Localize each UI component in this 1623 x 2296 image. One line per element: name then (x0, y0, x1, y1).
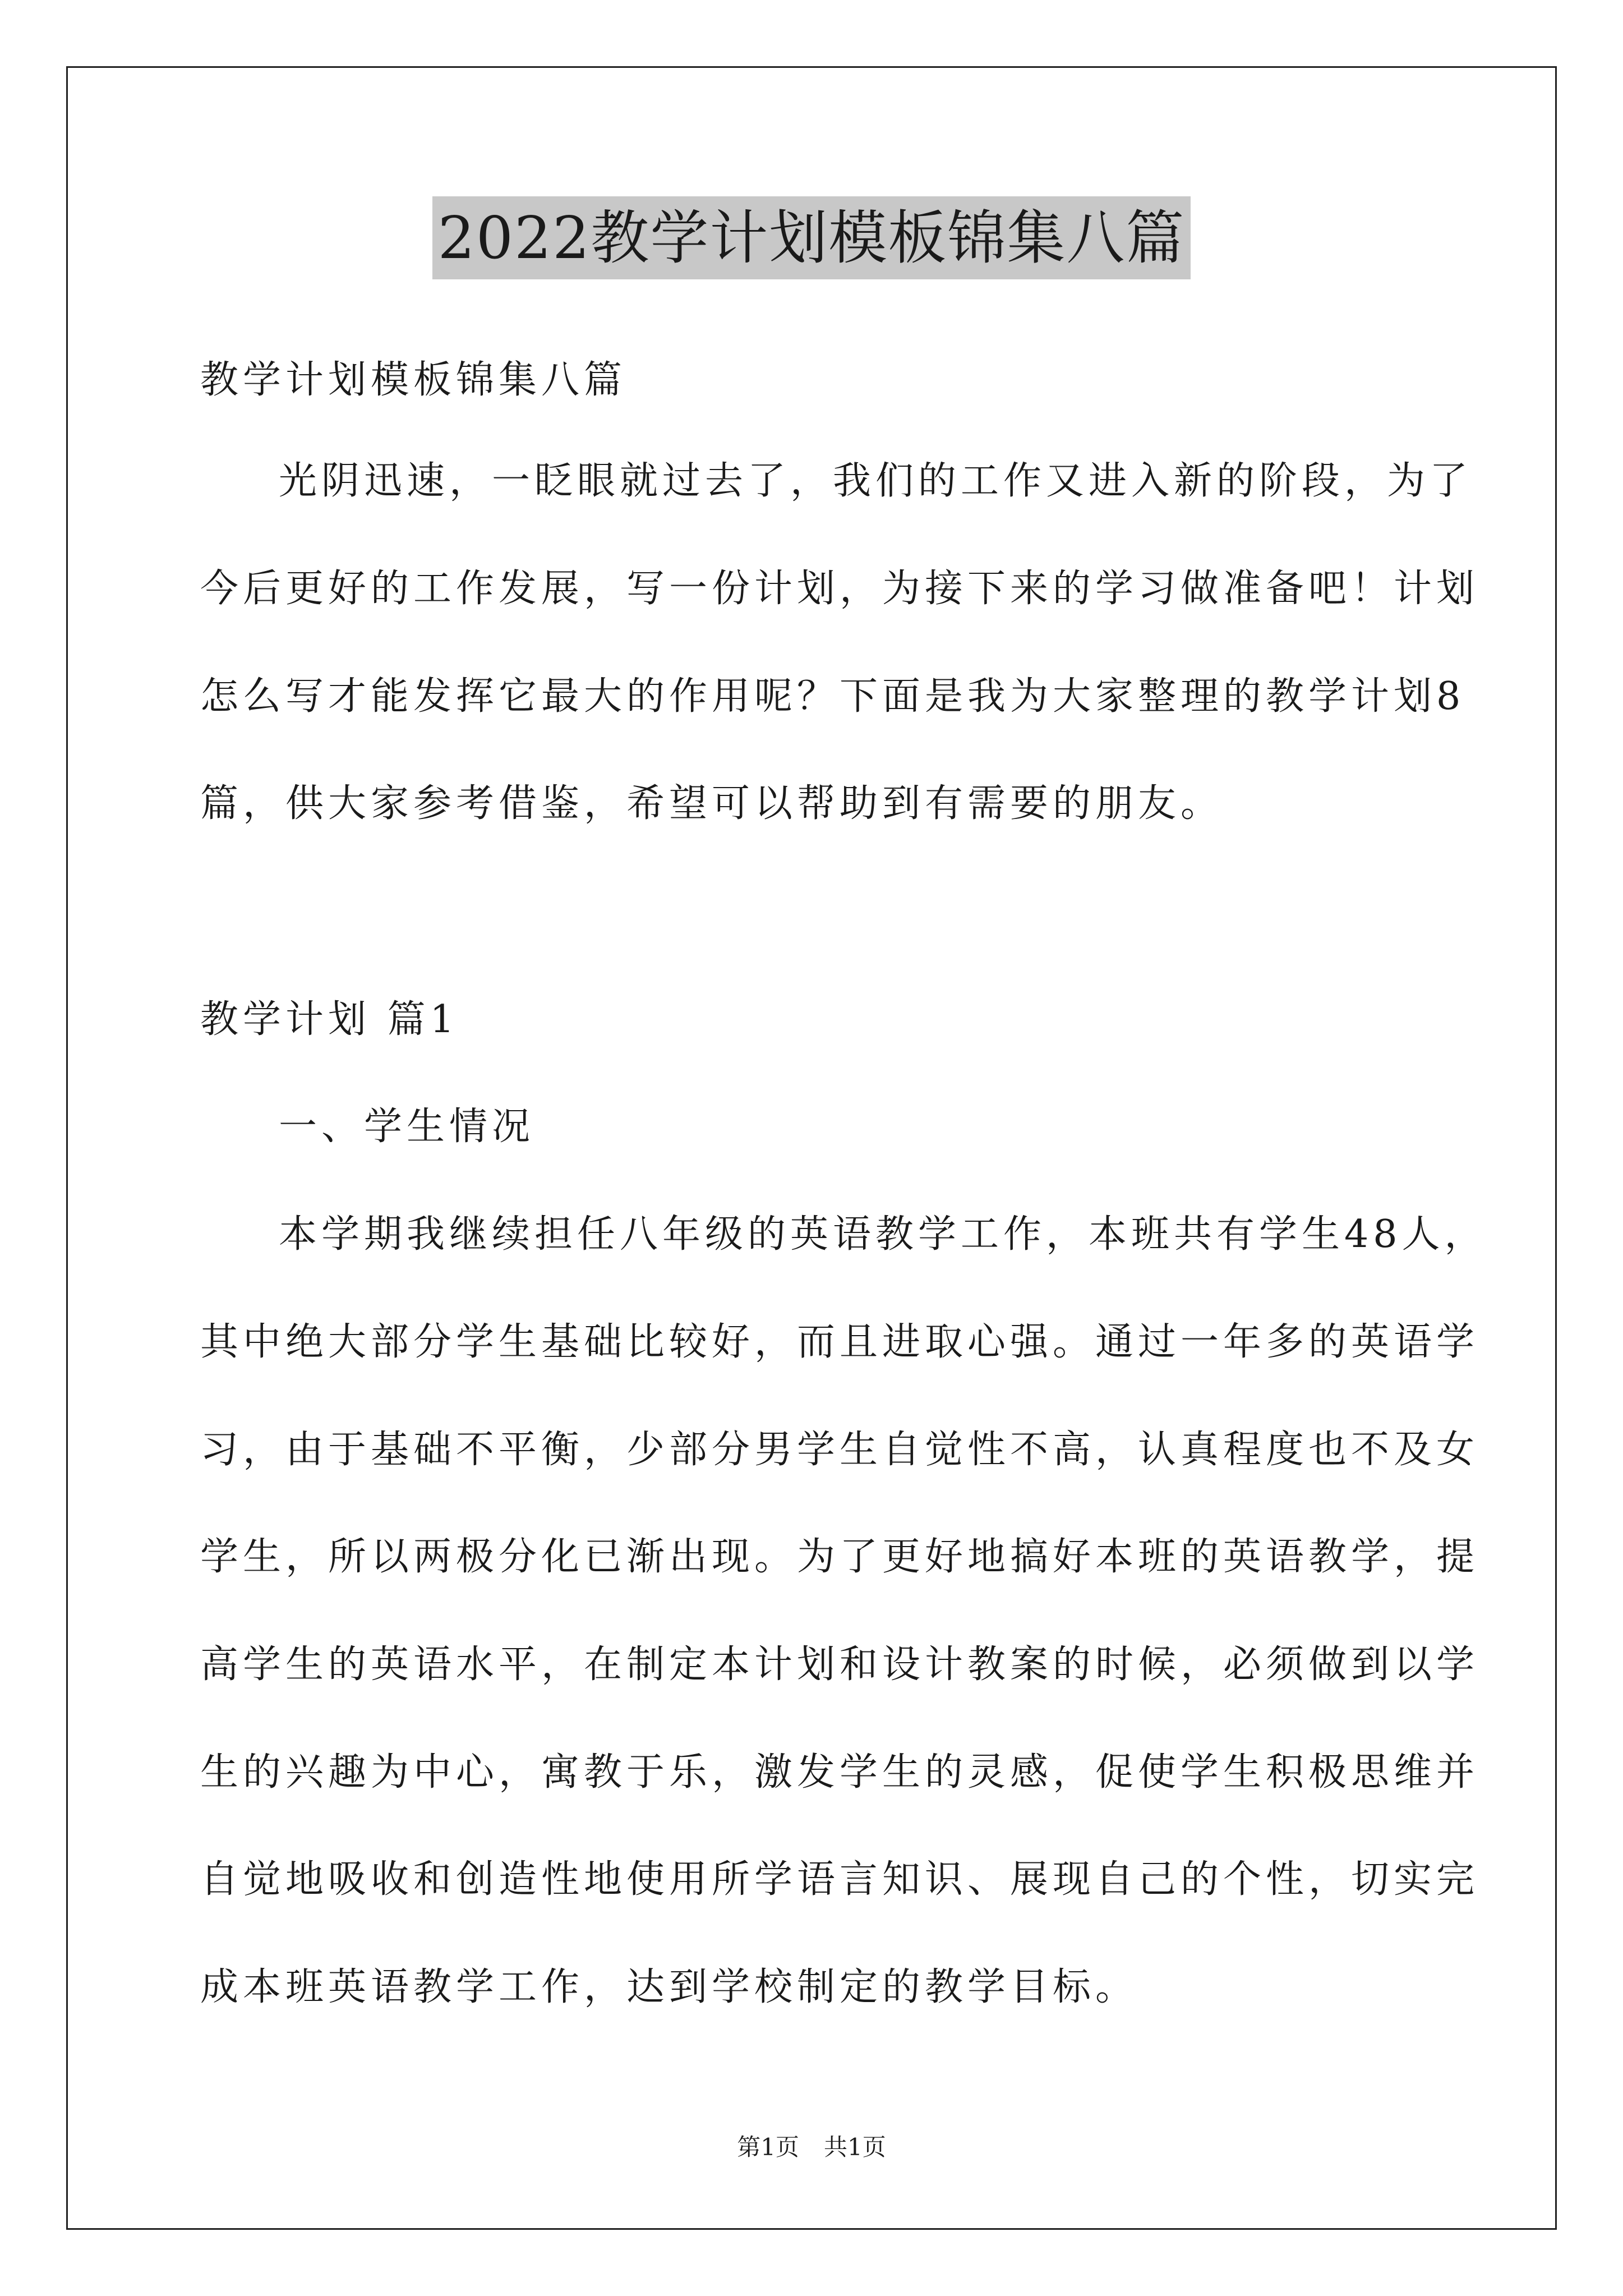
body-line-6: 生的兴趣为中心，寓教于乐，激发学生的灵感，促使学生积极思维并 (200, 1750, 1479, 1795)
body-line-2: 其中绝大部分学生基础比较好，而且进取心强。通过一年多的英语学 (200, 1320, 1479, 1364)
body-line-1: 本学期我继续担任八年级的英语教学工作，本班共有学生48人， (279, 1212, 1487, 1257)
document-subtitle: 教学计划模板锦集八篇 (200, 358, 627, 402)
intro-line-4: 篇，供大家参考借鉴，希望可以帮助到有需要的朋友。 (200, 781, 1224, 826)
intro-line-1: 光阴迅速，一眨眼就过去了，我们的工作又进入新的阶段，为了 (279, 459, 1473, 503)
document-title: 2022教学计划模板锦集八篇 (432, 196, 1191, 279)
body-line-4: 学生，所以两极分化已渐出现。为了更好地搞好本班的英语教学，提 (200, 1535, 1479, 1579)
page-number-total: 共1页 (824, 2133, 886, 2161)
body-line-3: 习，由于基础不平衡，少部分男学生自觉性不高，认真程度也不及女 (200, 1428, 1479, 1472)
intro-line-2: 今后更好的工作发展，写一份计划，为接下来的学习做准备吧！计划 (200, 567, 1479, 611)
intro-line-3: 怎么写才能发挥它最大的作用呢？下面是我为大家整理的教学计划8 (200, 674, 1465, 719)
page-footer (0, 2132, 1623, 2163)
title-container (0, 196, 1623, 279)
body-line-8: 成本班英语教学工作，达到学校制定的教学目标。 (200, 1965, 1138, 2009)
body-line-7: 自觉地吸收和创造性地使用所学语言知识、展现自己的个性，切实完 (200, 1857, 1479, 1902)
subsection-heading: 一、学生情况 (279, 1105, 535, 1149)
section-heading: 教学计划 篇1 (200, 997, 459, 1042)
page-number-current: 第1页 (737, 2133, 799, 2161)
body-line-5: 高学生的英语水平，在制定本计划和设计教案的时候，必须做到以学 (200, 1642, 1479, 1687)
